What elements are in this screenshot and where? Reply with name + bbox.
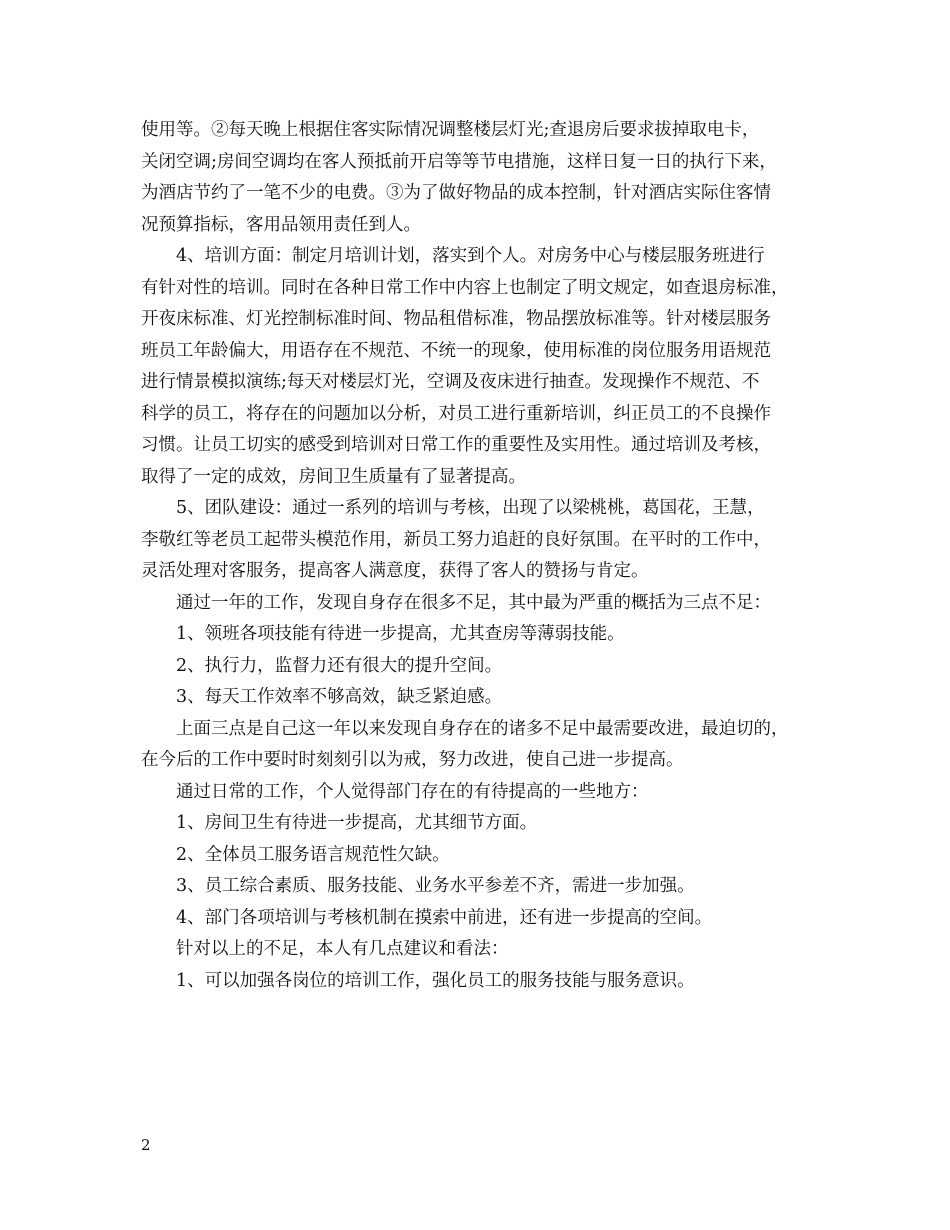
text-line: 开夜床标准、灯光控制标准时间、物品租借标准，物品摆放标准等。针对楼层服务 xyxy=(141,309,771,329)
list-item-line: 1、可以加强各岗位的培训工作，强化员工的服务技能与服务意识。 xyxy=(176,970,695,991)
paragraph-start-line: 通过日常的工作，个人觉得部门存在的有待提高的一些地方： xyxy=(176,781,649,802)
text-line: 李敬红等老员工起带头模范作用，新员工努力追赶的良好氛围。在平时的工作中， xyxy=(141,529,771,550)
paragraph-start-line: 4、培训方面：制定月培训计划，落实到个人。对房务中心与楼层服务班进行 xyxy=(176,246,765,266)
text-line: 班员工年龄偏大，用语存在不规范、不统一的现象，使用标准的岗位服务用语规范 xyxy=(141,340,771,361)
text-line: 有针对性的培训。同时在各种日常工作中内容上也制定了明文规定，如查退房标准， xyxy=(141,277,789,298)
text-line: 在今后的工作中要时时刻刻引以为戒，努力改进，使自己进一步提高。 xyxy=(141,750,684,770)
document-body xyxy=(141,115,813,997)
text-line: 进行情景模拟演练;每天对楼层灯光，空调及夜床进行抽查。发现操作不规范、不 xyxy=(141,372,760,392)
list-item-line: 2、全体员工服务语言规范性欠缺。 xyxy=(176,844,450,865)
paragraph-start-line: 上面三点是自己这一年以来发现自身存在的诸多不足中最需要改进，最迫切的， xyxy=(176,718,789,739)
text-line: 习惯。让员工切实的感受到培训对日常工作的重要性及实用性。通过培训及考核， xyxy=(141,435,771,455)
list-item-line: 3、员工综合素质、服务技能、业务水平参差不齐，需进一步加强。 xyxy=(176,876,695,896)
paragraph-start-line: 通过一年的工作，发现自身存在很多不足，其中最为严重的概括为三点不足： xyxy=(176,592,771,613)
list-item-line: 1、房间卫生有待进一步提高，尤其细节方面。 xyxy=(176,813,538,833)
list-item-line: 3、每天工作效率不够高效，缺乏紧迫感。 xyxy=(176,687,503,707)
text-line: 使用等。②每天晚上根据住客实际情况调整楼层灯光;查退房后要求拔掉取电卡， xyxy=(141,120,760,140)
list-item-line: 1、领班各项技能有待进一步提高，尤其查房等薄弱技能。 xyxy=(176,624,625,644)
paragraph-start-line: 5、团队建设：通过一系列的培训与考核，出现了以梁桃桃，葛国花，王慧， xyxy=(176,498,765,518)
text-line: 科学的员工，将存在的问题加以分析，对员工进行重新培训，纠正员工的不良操作 xyxy=(141,403,771,424)
text-line: 取得了一定的成效，房间卫生质量有了显著提高。 xyxy=(141,466,526,487)
list-item-line: 2、执行力，监督力还有很大的提升空间。 xyxy=(176,655,503,676)
page-number: 2 xyxy=(141,1136,151,1154)
text-line: 况预算指标，客用品领用责任到人。 xyxy=(141,214,421,235)
text-line: 为酒店节约了一笔不少的电费。③为了做好物品的成本控制，针对酒店实际住客情 xyxy=(141,183,771,203)
text-line: 灵活处理对客服务，提高客人满意度，获得了客人的赞扬与肯定。 xyxy=(141,561,649,581)
list-item-line: 4、部门各项培训与考核机制在摸索中前进，还有进一步提高的空间。 xyxy=(176,907,713,928)
text-line: 关闭空调;房间空调均在客人预抵前开启等等节电措施，这样日复一日的执行下来， xyxy=(141,151,777,172)
paragraph-start-line: 针对以上的不足，本人有几点建议和看法： xyxy=(176,939,509,959)
